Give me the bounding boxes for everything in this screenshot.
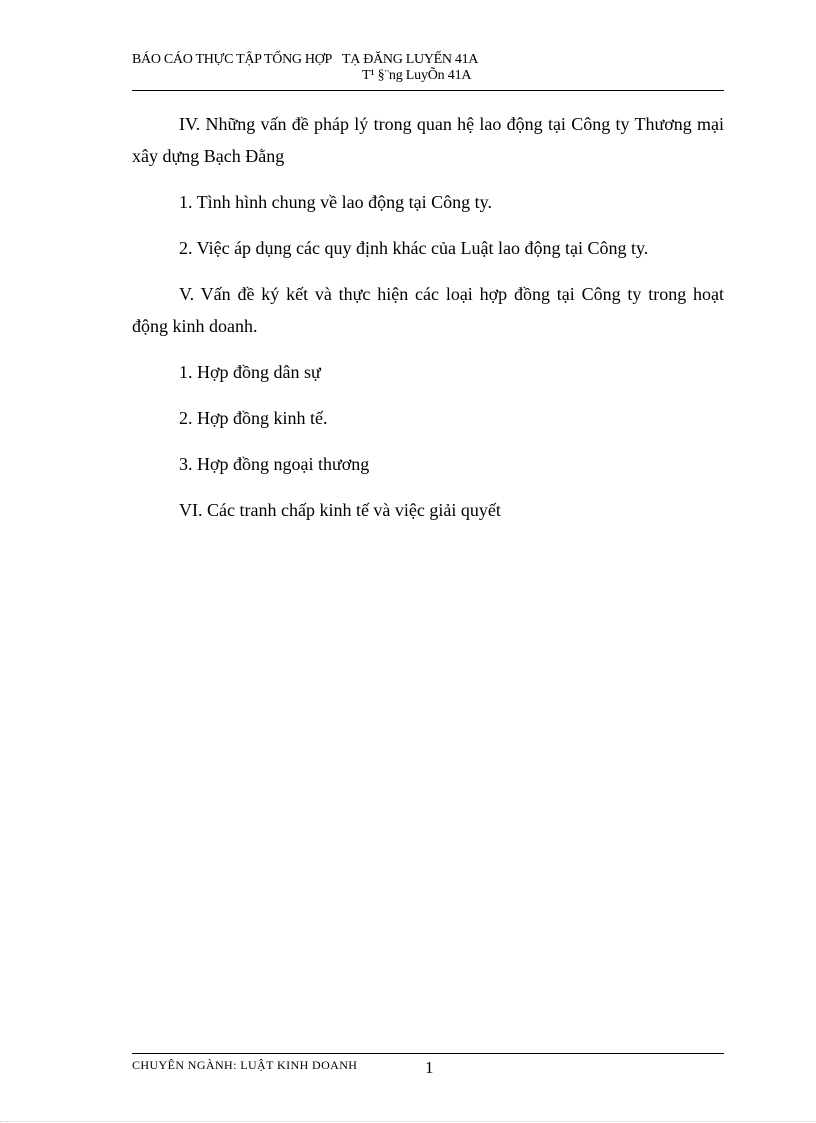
page-number: 1: [425, 1058, 434, 1077]
paragraph-section-iv: IV. Những vấn đề pháp lý trong quan hệ lao động tại Công ty Thương mại xây dựng Bạch Đằng: [132, 114, 724, 166]
paragraph-item-3-foreign-trade-contract: 3. Hợp đồng ngoại thương: [179, 454, 370, 474]
paragraph-section-v: V. Vấn đề ký kết và thực hiện các loại hợp đồng tại Công ty trong hoạt động kinh doanh.: [132, 284, 724, 336]
paragraph-item-2-labor-law: 2. Việc áp dụng các quy định khác của Luật lao động tại Công ty.: [179, 238, 649, 258]
page-header: [132, 52, 724, 84]
header-line-1: [132, 52, 724, 68]
paragraph-item-1-labor: 1. Tình hình chung về lao động tại Công ty.: [179, 192, 492, 212]
footer-rule: [132, 1053, 724, 1054]
footer-major: CHUYÊN NGÀNH: LUẬT KINH DOANH: [132, 1058, 358, 1072]
paragraph-section-vi: VI. Các tranh chấp kinh tế và việc giải quyết: [179, 500, 501, 520]
header-author: TẠ ĐĂNG LUYẾN 41A: [342, 52, 479, 67]
paragraph-item-1-civil-contract: 1. Hợp đồng dân sự: [179, 362, 321, 382]
body-text: [132, 108, 724, 526]
header-author-legacy-encoding: T¹ §¨ng LuyÕn 41A: [362, 68, 472, 83]
page-bottom-edge: [0, 1121, 816, 1122]
paragraph-item-2-economic-contract: 2. Hợp đồng kinh tế.: [179, 408, 328, 428]
header-report-title: BÁO CÁO THỰC TẬP TỔNG HỢP: [132, 52, 333, 67]
header-rule: [132, 90, 724, 91]
